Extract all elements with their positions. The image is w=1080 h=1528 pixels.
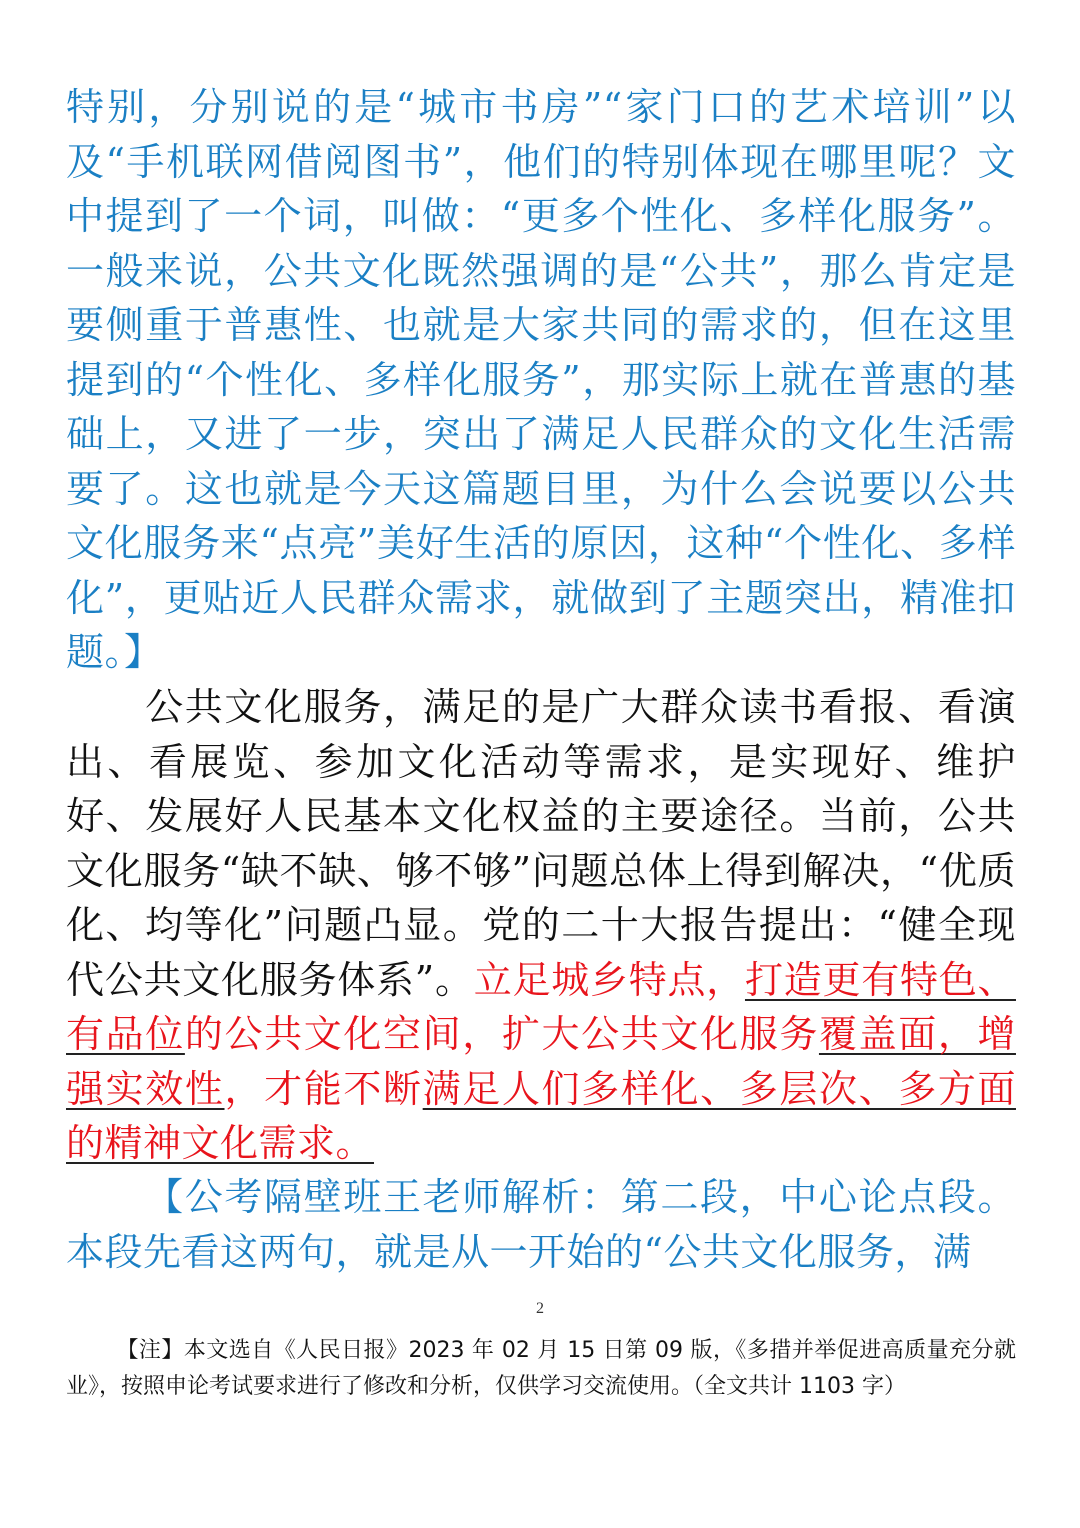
footnote bbox=[66, 1333, 1016, 1405]
footnote-text: 【注】本文选自《人民日报》2023 年 02 月 15 日第 09 版，《多措并举促进高质量充分就业》，按照申论考试要求进行了修改和分析，仅供学习交流使用。（全文共计 1103 字） bbox=[66, 1338, 1016, 1399]
highlight-text-2: 的公共文化空间，扩大公共文化服务 bbox=[184, 1012, 819, 1056]
underlined-highlight-2: 覆盖面，增强实效性 bbox=[66, 1012, 1016, 1111]
highlight-text-1: 立足城乡特点， bbox=[473, 957, 745, 1002]
highlight-text-3: ，才能不断 bbox=[224, 1066, 423, 1111]
body-text: 公共文化服务，满足的是广大群众读书看报、看演出、看展览、参加文化活动等需求，是实现好、维护好、发展好人民基本文化权益的主要途径。当前，公共文化服务“缺不缺、够不够”问题总体上得到解决，“优质化、均等化”问题凸显。党的二十大报告提出：“健全现代公共文化服务体系”。 bbox=[66, 685, 1016, 1002]
underlined-highlight-1: 打造更有特色、有品位 bbox=[66, 957, 1016, 1056]
analysis-text: 【公考隔壁班王老师解析：第二段，中心论点段。本段先看这两句，就是从一开始的“公共文化服务，满 bbox=[66, 1175, 1016, 1274]
body-paragraph bbox=[66, 680, 1016, 1171]
analysis-continuation-paragraph: 特别，分别说的是“城市书房”“家门口的艺术培训”以及“手机联网借阅图书”，他们的特别体现在哪里呢？文中提到了一个词，叫做：“更多个性化、多样化服务”。一般来说，公共文化既然强调的是“公共”，那么肯定是要侧重于普惠性、也就是大家共同的需求的，但在这里提到的“个性化、多样化服务”，那实际上就在普惠的基础上，又进了一步，突出了满足人民群众的文化生活需要了。这也就是今天这篇题目里，为什么会说要以公共文化服务来“点亮”美好生活的原因，这种“个性化、多样化”，更贴近人民群众需求，就做到了主题突出，精准扣题。】 bbox=[66, 85, 1016, 674]
analysis-paragraph bbox=[66, 1170, 1016, 1279]
underlined-highlight-3: 满足人们多样化、多层次、多方面的精神文化需求。 bbox=[66, 1066, 1016, 1165]
page-number: 2 bbox=[536, 1300, 544, 1317]
